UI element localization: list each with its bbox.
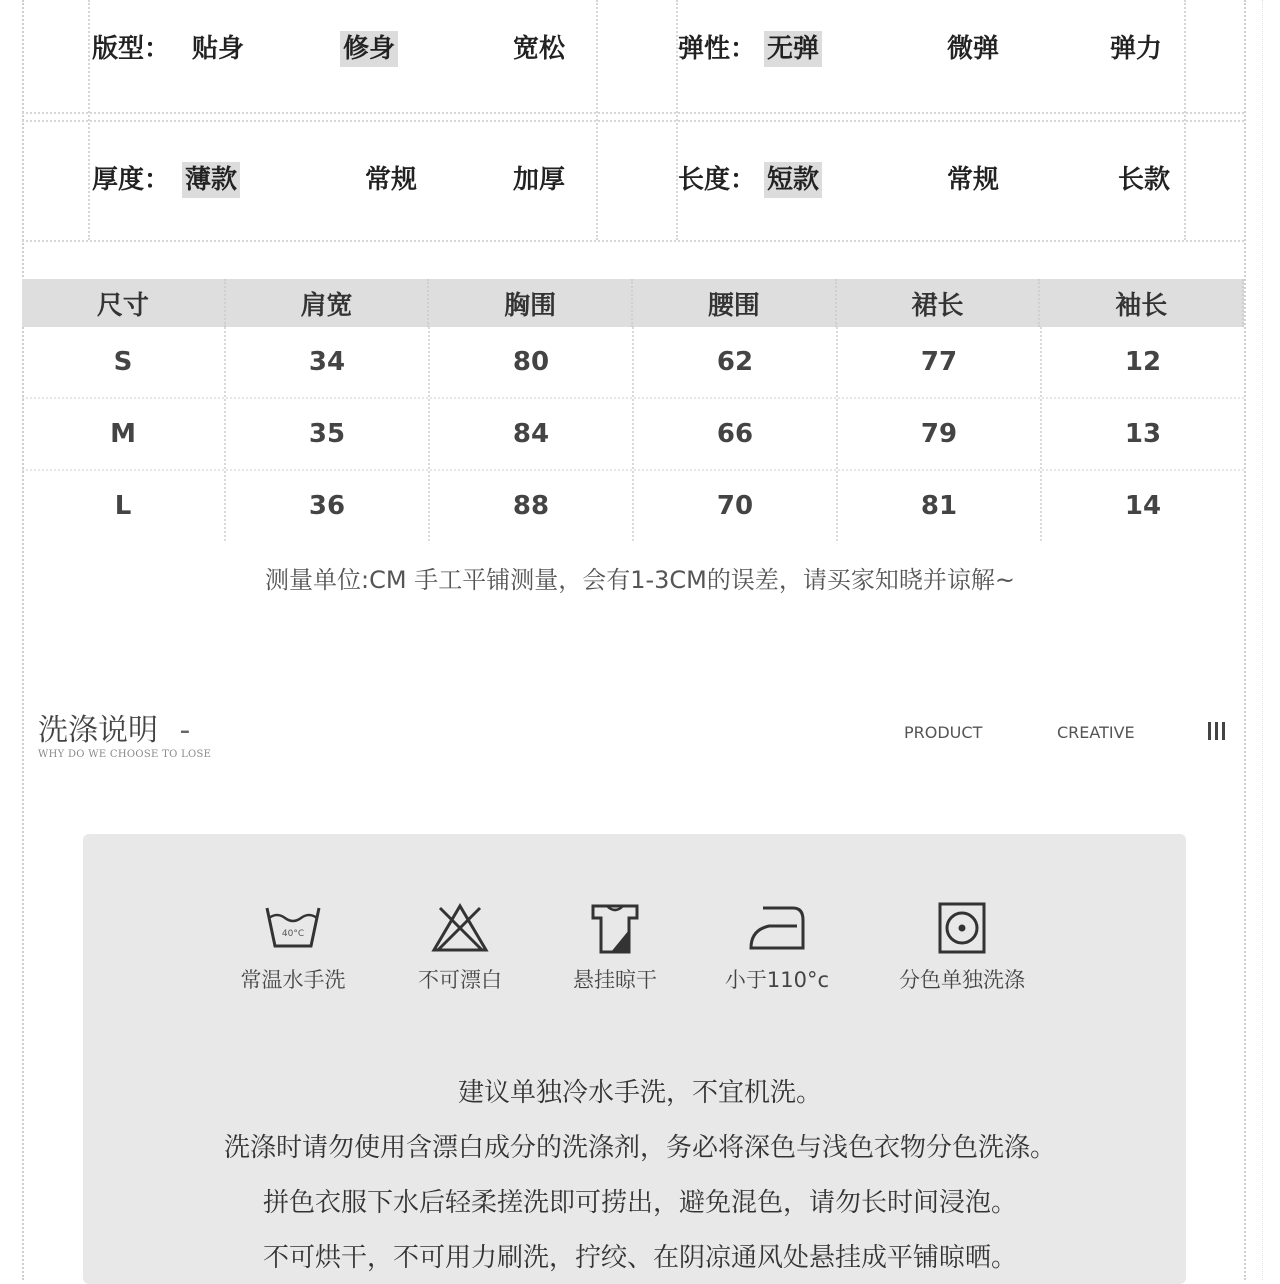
table-cell: 13 <box>1124 419 1162 449</box>
attr-grid-line <box>1184 0 1186 240</box>
wash-title-text: 洗涤说明 <box>38 713 158 748</box>
table-cell: 84 <box>430 399 634 469</box>
header-waist: 腰围 <box>633 279 837 327</box>
care-label: 不可漂白 <box>418 968 502 992</box>
length-label: 长度： <box>678 165 757 195</box>
wash-instruction-line: 不可烘干，不可用力刷洗，拧绞、在阴凉通风处悬挂成平铺晾晒。 <box>262 1243 1017 1273</box>
table-cell: 88 <box>430 471 634 541</box>
care-item-no-bleach <box>410 900 510 994</box>
size-table <box>22 279 1244 541</box>
care-label: 小于110°c <box>724 968 830 992</box>
table-cell: M <box>22 399 226 469</box>
table-cell: 34 <box>226 327 430 397</box>
hang-dry-icon <box>583 900 647 956</box>
table-cell: 66 <box>634 399 838 469</box>
header-shoulder: 肩宽 <box>226 279 430 327</box>
thickness-option-regular[interactable]: 常规 <box>365 165 418 195</box>
care-item-hand-wash <box>233 900 353 994</box>
table-cell: 70 <box>634 471 838 541</box>
attr-grid-line <box>88 0 90 240</box>
size-table-header <box>22 279 1244 327</box>
table-row <box>22 471 1244 541</box>
care-label: 分色单独洗涤 <box>899 968 1025 992</box>
wash-instruction-line: 建议单独冷水手洗，不宜机洗。 <box>457 1078 822 1108</box>
elasticity-option-slight[interactable]: 微弹 <box>947 34 1000 64</box>
table-cell: 35 <box>226 399 430 469</box>
elasticity-option-stretch[interactable]: 弹力 <box>1110 34 1163 64</box>
care-item-separate-wash <box>888 900 1036 994</box>
thickness-option-thick[interactable]: 加厚 <box>513 165 566 195</box>
table-cell: L <box>22 471 226 541</box>
header-size: 尺寸 <box>22 279 226 327</box>
fit-option-loose[interactable]: 宽松 <box>513 34 566 64</box>
wash-instruction-line: 拼色衣服下水后轻柔搓洗即可捞出，避免混色，请勿长时间浸泡。 <box>262 1188 1017 1218</box>
table-cell: 81 <box>838 471 1042 541</box>
table-cell: S <box>22 327 226 397</box>
nav-link-creative[interactable]: CREATIVE <box>1057 723 1135 742</box>
care-item-iron <box>720 900 834 994</box>
attr-grid-line <box>596 0 598 240</box>
length-option-regular[interactable]: 常规 <box>947 165 1000 195</box>
nav-link-product[interactable]: PRODUCT <box>904 723 983 742</box>
attr-grid-line <box>22 240 1244 242</box>
attr-grid-line <box>22 120 1244 122</box>
care-item-hang-dry <box>565 900 665 994</box>
attr-grid-line <box>22 112 1244 114</box>
fit-option-slim[interactable]: 修身 <box>340 31 398 67</box>
thickness-label: 厚度： <box>92 165 171 195</box>
table-cell: 14 <box>1124 491 1162 521</box>
care-label: 常温水手洗 <box>240 968 346 992</box>
table-cell: 77 <box>838 327 1042 397</box>
table-cell: 12 <box>1124 347 1162 377</box>
wash-section-title <box>38 705 190 749</box>
table-cell: 36 <box>226 471 430 541</box>
iron-icon <box>745 900 809 956</box>
wash-temp-mark: 40°C <box>281 929 305 939</box>
wash-instruction-line: 洗涤时请勿使用含漂白成分的洗涤剂，务必将深色与浅色衣物分色洗涤。 <box>223 1133 1056 1163</box>
table-row <box>22 399 1244 471</box>
elasticity-label: 弹性： <box>678 34 757 64</box>
table-cell: 80 <box>430 327 634 397</box>
measurement-note: 测量单位:CM 手工平铺测量，会有1-3CM的误差，请买家知晓并谅解~ <box>265 566 1015 594</box>
no-bleach-icon <box>428 900 492 956</box>
hand-wash-icon <box>261 900 325 956</box>
table-row <box>22 327 1244 399</box>
fit-label: 版型： <box>92 34 171 64</box>
thickness-option-thin[interactable]: 薄款 <box>182 162 240 198</box>
wash-title-dash: - <box>179 713 191 748</box>
elasticity-option-none[interactable]: 无弹 <box>764 31 822 67</box>
fit-option-tight[interactable]: 贴身 <box>192 34 245 64</box>
table-cell: 62 <box>634 327 838 397</box>
header-sleeve: 袖长 <box>1040 279 1244 327</box>
length-option-long[interactable]: 长款 <box>1118 165 1171 195</box>
header-dress-length: 裙长 <box>837 279 1041 327</box>
separate-wash-icon <box>930 900 994 956</box>
header-bust: 胸围 <box>429 279 633 327</box>
wash-section-subtitle: WHY DO WE CHOOSE TO LOSE <box>38 749 212 760</box>
care-label: 悬挂晾干 <box>573 968 657 992</box>
length-option-short[interactable]: 短款 <box>764 162 822 198</box>
table-cell: 79 <box>838 399 1042 469</box>
menu-bars-icon[interactable] <box>1208 722 1228 742</box>
